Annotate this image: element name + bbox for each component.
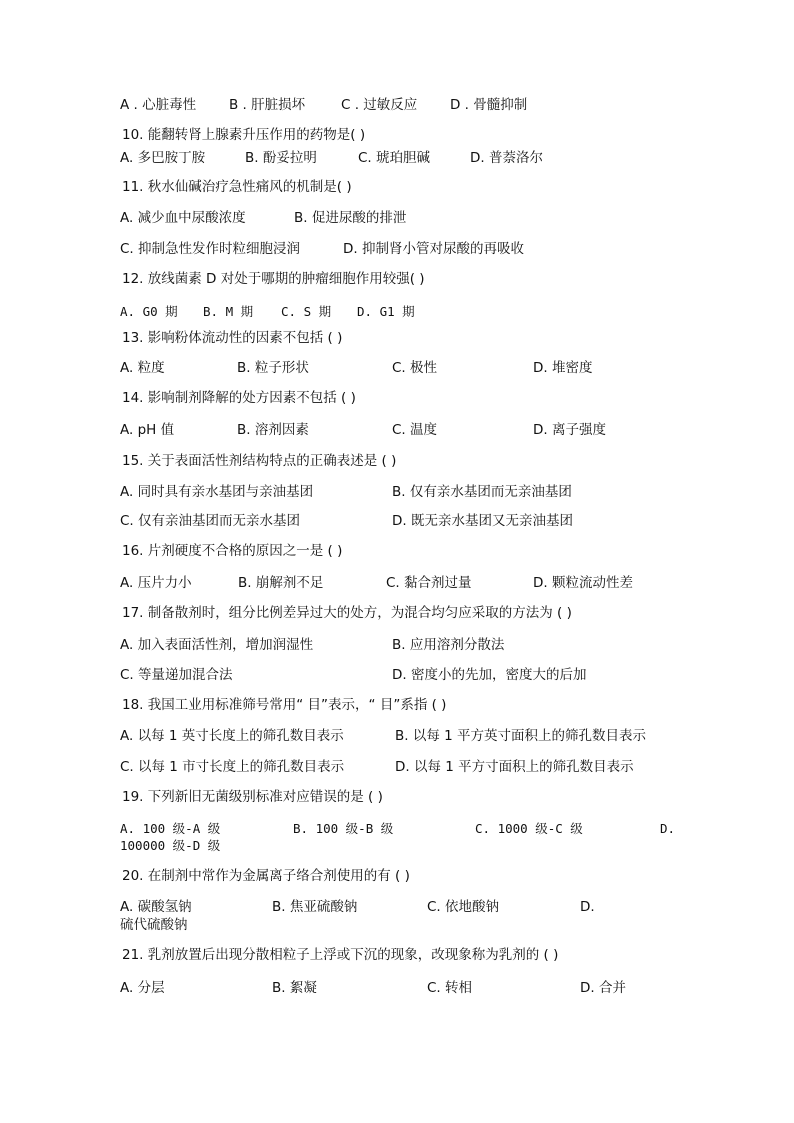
q18-option-a: A. 以每 1 英寸长度上的筛孔数目表示 <box>120 728 344 744</box>
q14-option-d: D. 离子强度 <box>533 422 606 438</box>
q20-option-d-text: 硫代硫酸钠 <box>120 917 188 933</box>
q13-stem: 13. 影响粉体流动性的因素不包括 ( ) <box>122 330 343 346</box>
q11-stem: 11. 秋水仙碱治疗急性痛风的机制是( ) <box>122 179 352 195</box>
q20-option-a: A. 碳酸氢钠 <box>120 899 192 915</box>
q9-option-a: A . 心脏毒性 <box>120 97 197 113</box>
q13-option-d: D. 堆密度 <box>533 360 593 376</box>
q20-option-d: D. <box>580 899 595 915</box>
q17-option-a: A. 加入表面活性剂，增加润湿性 <box>120 637 314 653</box>
q10-option-c: C. 琥珀胆碱 <box>358 150 431 166</box>
q19-option-d: D. <box>660 821 676 836</box>
q9-option-c: C . 过敏反应 <box>341 97 418 113</box>
q11-option-a: A. 减少血中尿酸浓度 <box>120 210 246 226</box>
q19-option-d-text: 100000 级-D 级 <box>120 838 221 853</box>
q15-option-b: B. 仅有亲水基团而无亲油基团 <box>392 484 572 500</box>
q16-option-d: D. 颗粒流动性差 <box>533 575 633 591</box>
q21-option-c: C. 转相 <box>427 980 473 996</box>
q19-option-c: C. 1000 级-C 级 <box>475 821 583 836</box>
q18-option-c: C. 以每 1 市寸长度上的筛孔数目表示 <box>120 759 345 775</box>
q21-option-d: D. 合并 <box>580 980 626 996</box>
q20-option-c: C. 依地酸钠 <box>427 899 500 915</box>
q18-stem: 18. 我国工业用标准筛号常用“ 目”表示，“ 目”系指 ( ) <box>122 697 447 713</box>
q11-option-c: C. 抑制急性发作时粒细胞浸润 <box>120 241 301 257</box>
q16-option-a: A. 压片力小 <box>120 575 192 591</box>
q19-option-a: A. 100 级-A 级 <box>120 821 221 836</box>
q15-option-a: A. 同时具有亲水基团与亲油基团 <box>120 484 314 500</box>
q17-option-d: D. 密度小的先加，密度大的后加 <box>392 667 587 683</box>
q10-option-a: A. 多巴胺丁胺 <box>120 150 206 166</box>
q13-option-b: B. 粒子形状 <box>237 360 309 376</box>
q11-option-d: D. 抑制肾小管对尿酸的再吸收 <box>343 241 524 257</box>
q12-stem: 12. 放线菌素 D 对处于哪期的肿瘤细胞作用较强( ) <box>122 271 425 287</box>
q10-stem: 10. 能翻转肾上腺素升压作用的药物是( ) <box>122 127 366 143</box>
q14-option-b: B. 溶剂因素 <box>237 422 309 438</box>
q16-option-b: B. 崩解剂不足 <box>238 575 324 591</box>
q15-option-c: C. 仅有亲油基团而无亲水基团 <box>120 513 301 529</box>
q12-option-b: B. M 期 <box>203 304 254 319</box>
q11-option-b: B. 促进尿酸的排泄 <box>294 210 407 226</box>
q9-option-d: D . 骨髓抑制 <box>450 97 528 113</box>
q12-option-c: C. S 期 <box>281 304 332 319</box>
q21-stem: 21. 乳剂放置后出现分散相粒子上浮或下沉的现象，改现象称为乳剂的 ( ) <box>122 947 559 963</box>
q12-option-a: A. G0 期 <box>120 304 178 319</box>
q19-option-b: B. 100 级-B 级 <box>293 821 394 836</box>
q15-option-d: D. 既无亲水基团又无亲油基团 <box>392 513 573 529</box>
q20-option-b: B. 焦亚硫酸钠 <box>272 899 358 915</box>
q17-option-c: C. 等量递加混合法 <box>120 667 233 683</box>
q10-option-d: D. 普萘洛尔 <box>470 150 543 166</box>
q9-option-b: B . 肝脏损坏 <box>229 97 306 113</box>
q14-option-a: A. pH 值 <box>120 422 175 438</box>
q13-option-c: C. 极性 <box>392 360 438 376</box>
q18-option-b: B. 以每 1 平方英寸面积上的筛孔数目表示 <box>395 728 647 744</box>
q10-option-b: B. 酚妥拉明 <box>245 150 317 166</box>
q15-stem: 15. 关于表面活性剂结构特点的正确表述是 ( ) <box>122 453 397 469</box>
q14-option-c: C. 温度 <box>392 422 438 438</box>
q17-stem: 17. 制备散剂时，组分比例差异过大的处方，为混合均匀应采取的方法为 ( ) <box>122 605 572 621</box>
q21-option-b: B. 絮凝 <box>272 980 317 996</box>
q20-stem: 20. 在制剂中常作为金属离子络合剂使用的有 ( ) <box>122 868 410 884</box>
q16-option-c: C. 黏合剂过量 <box>386 575 472 591</box>
q16-stem: 16. 片剂硬度不合格的原因之一是 ( ) <box>122 543 343 559</box>
q13-option-a: A. 粒度 <box>120 360 165 376</box>
q17-option-b: B. 应用溶剂分散法 <box>392 637 505 653</box>
q14-stem: 14. 影响制剂降解的处方因素不包括 ( ) <box>122 390 356 406</box>
q12-option-d: D. G1 期 <box>357 304 415 319</box>
q19-stem: 19. 下列新旧无菌级别标准对应错误的是 ( ) <box>122 789 383 805</box>
q21-option-a: A. 分层 <box>120 980 165 996</box>
q18-option-d: D. 以每 1 平方寸面积上的筛孔数目表示 <box>395 759 634 775</box>
